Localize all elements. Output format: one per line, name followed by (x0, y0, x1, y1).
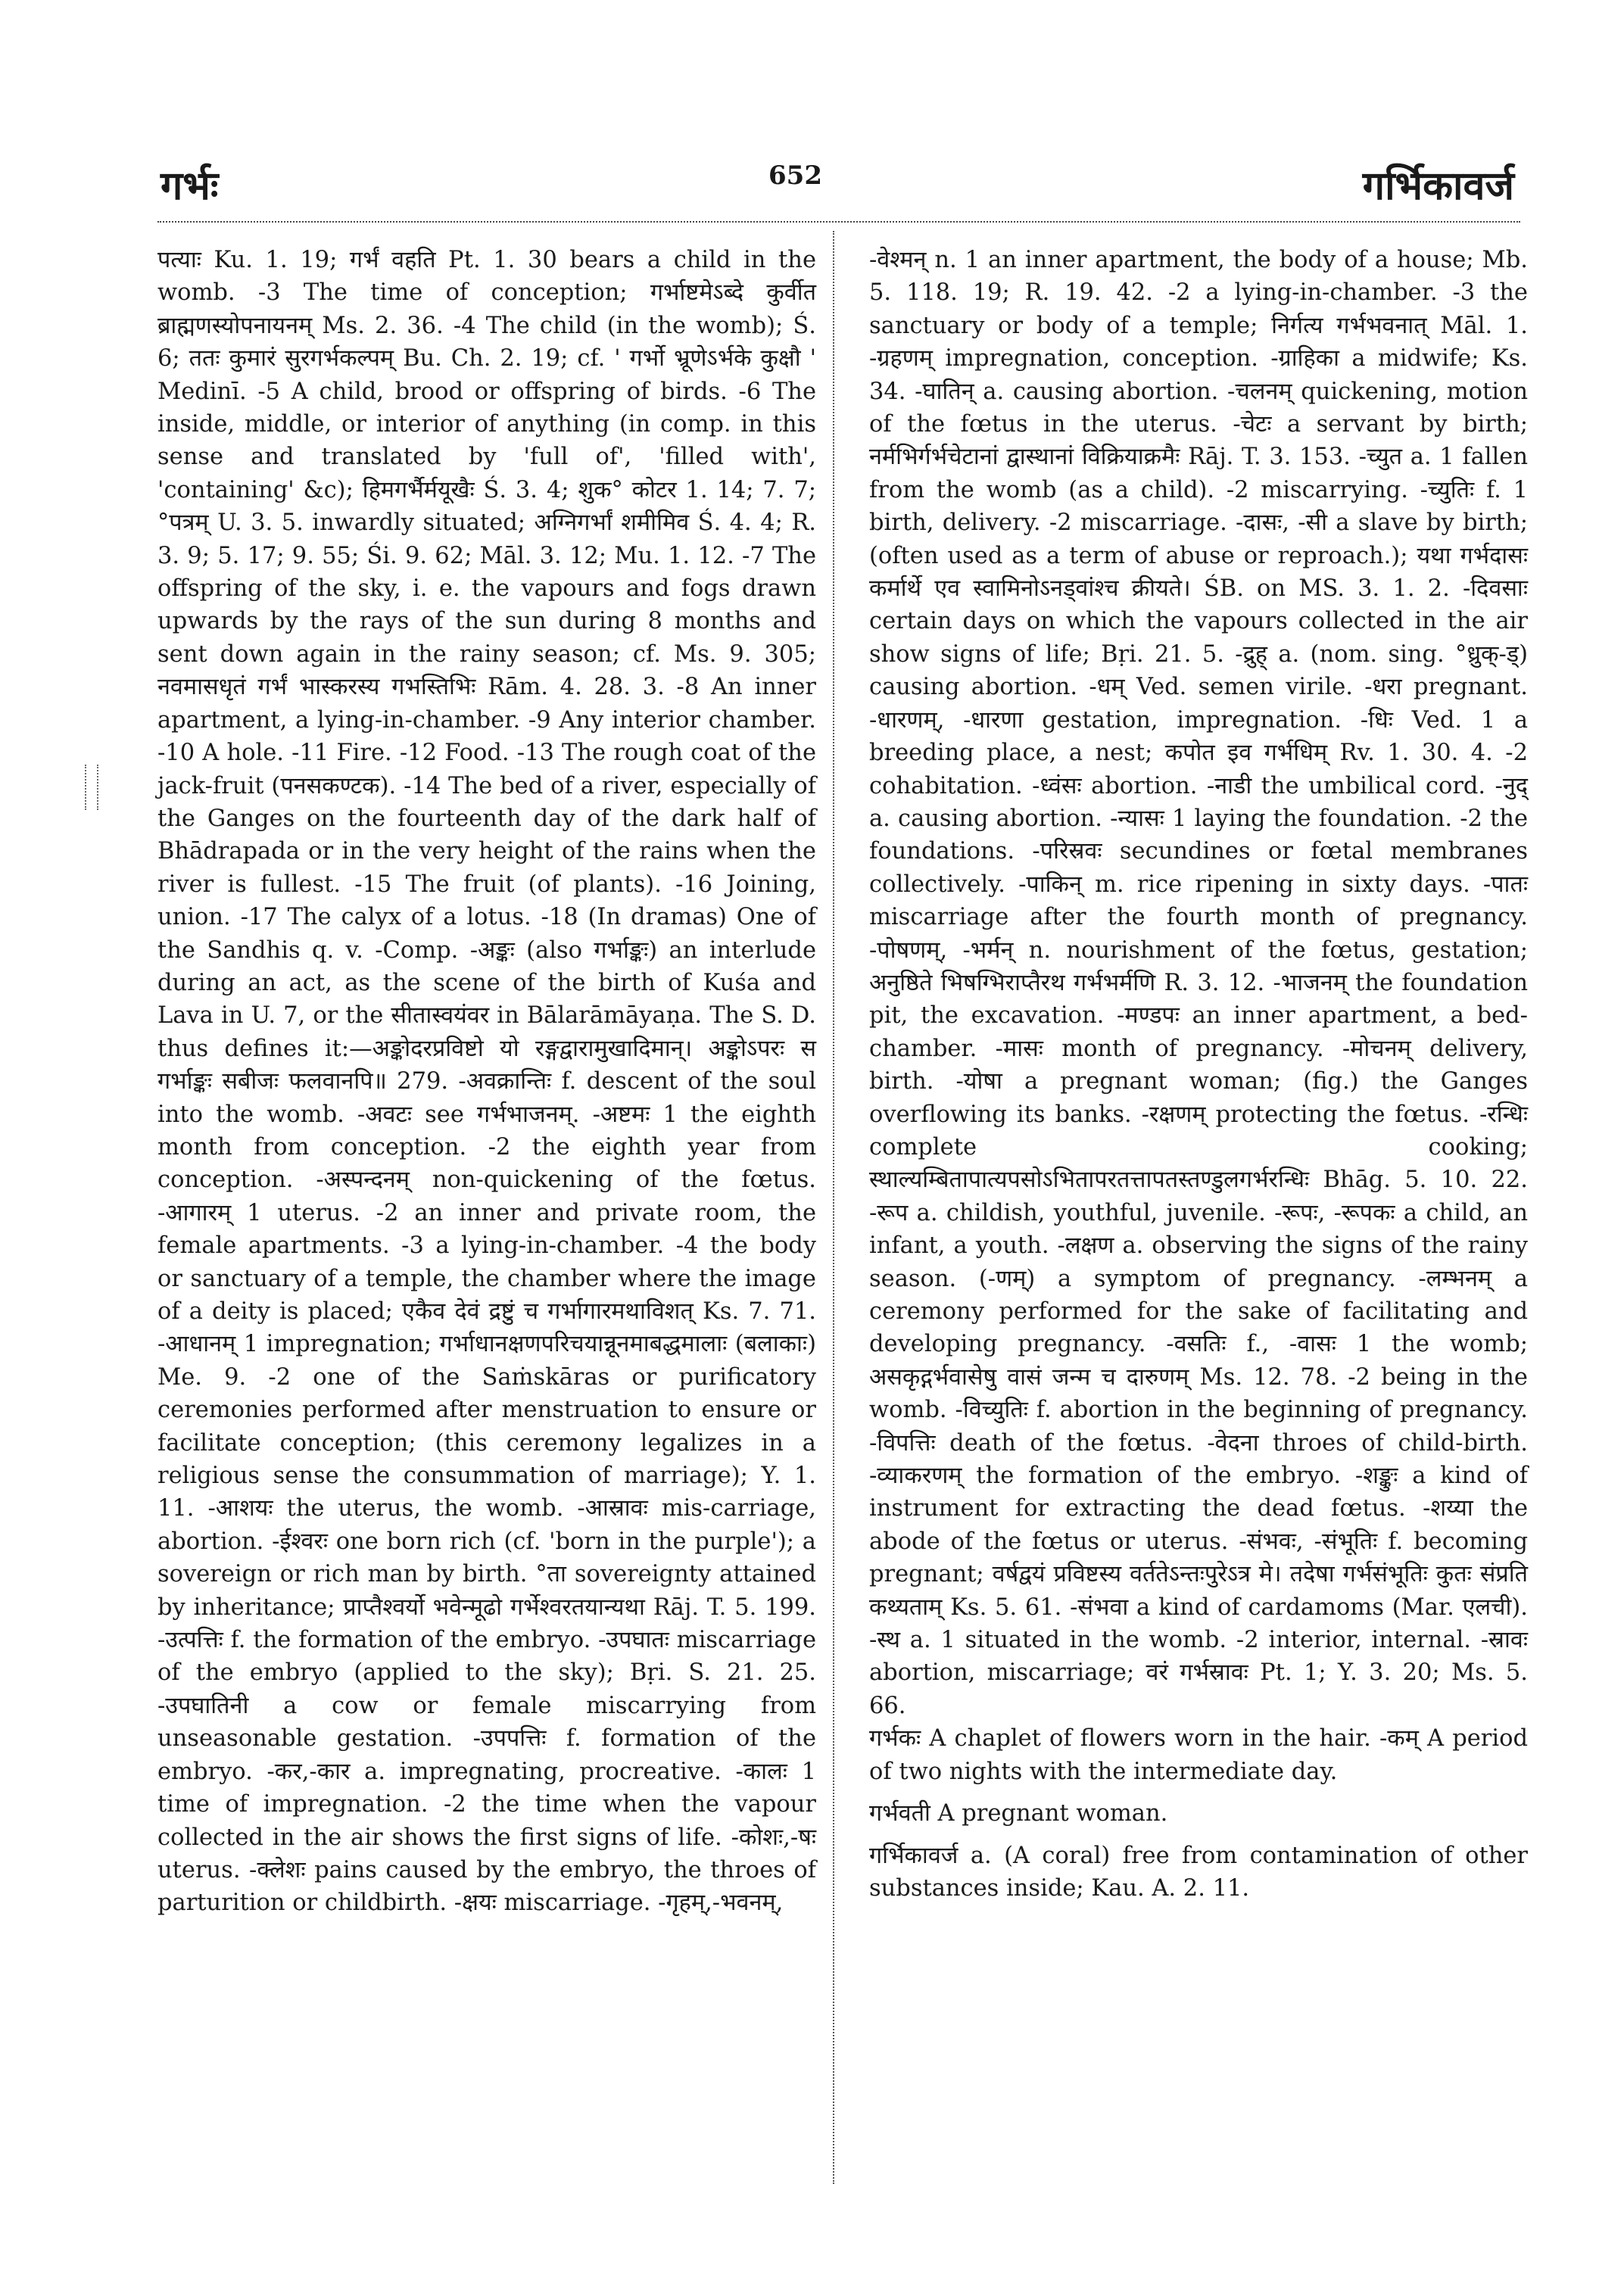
left-column-text: पत्याः Ku. 1. 19; गर्भं वहति Pt. 1. 30 bears a child in the womb. -3 The time of conception; गर्भाष्टमेऽब्दे कुर्वीत ब्राह्मणस्योपनायनम् Ms. 2. 36. -4 The child (in the womb); Ś. 6; ततः कुमारं सुरगर्भकल्पम् Bu. Ch. 2. 19; cf. ' गर्भो भ्रूणेऽर्भके कुक्षौ ' Medinī. -5 A child, brood or offspring of birds. -6 The inside, middle, or interior of anything (in comp. in this sense and translated by 'full of', 'filled with', 'containing' &c); हिमगर्भैर्मयूखैः Ś. 3. 4; शुक° कोटर 1. 14; 7. 7; °पत्रम् U. 3. 5. inwardly situated; अग्निगर्भां शमीमिव Ś. 4. 4; R. 3. 9; 5. 17; 9. 55; Śi. 9. 62; Māl. 3. 12; Mu. 1. 12. -7 The offspring of the sky, i. e. the vapours and fogs drawn upwards by the rays of the sun during 8 months and sent down again in the rainy season; cf. Ms. 9. 305; नवमासधृतं गर्भं भास्करस्य गभस्तिभिः Rām. 4. 28. 3. -8 An inner apartment, a lying-in-chamber. -9 Any interior chamber. -10 A hole. -11 Fire. -12 Food. -13 The rough coat of the jack-fruit (पनसकण्टक). -14 The bed of a river, especially of the Ganges on the fourteenth day of the dark half of Bhādrapada or in the very height of the rains when the river is fullest. -15 The fruit (of plants). -16 Joining, union. -17 The calyx of a lotus. -18 (In dramas) One of the Sandhis q. v. -Comp. -अङ्कः (also गर्भाङ्कः) an interlude during an act, as the scene of the birth of Kuśa and Lava in U. 7, or the सीतास्वयंवर in Bālarāmāyaṇa. The S. D. thus defines it:—अङ्कोदरप्रविष्टो यो रङ्गद्वारामुखादिमान्। अङ्कोऽपरः स गर्भाङ्कः सबीजः फलवानपि॥ 279. -अवक्रान्तिः f. descent of the soul into the womb. -अवटः see गर्भभाजनम्. -अष्टमः 1 the eighth month from conception. -2 the eighth year from conception. -अस्पन्दनम् non-quickening of the fœtus. -आगारम् 1 uterus. -2 an inner and private room, the female apartments. -3 a lying-in-chamber. -4 the body or sanctuary of a temple, the chamber where the image of a deity is placed; एकैव देवं द्रष्टुं च गर्भागारमथाविशत् Ks. 7. 71. -आधानम् 1 impregnation; गर्भाधानक्षणपरिचयान्नूनमाबद्धमालाः (बलाकाः) Me. 9. -2 one of the Saṁskāras or purificatory ceremonies performed after menstruation to ensure or facilitate conception; (this ceremony legalizes in a religious sense the consummation of marriage); Y. 1. 11. -आशयः the uterus, the womb. -आस्रावः mis-carriage, abortion. -ईश्वरः one born rich (cf. 'born in the purple'); a sovereign or rich man by birth. °ता sovereignty attained by inheritance; प्राप्तैश्वर्यो भवेन्मूढो गर्भेश्वरतयान्यथा Rāj. T. 5. 199. -उत्पत्तिः f. the formation of the embryo. -उपघातः miscarriage of the embryo (applied to the sky); Bṛi. S. 21. 25. -उपघातिनी a cow or female miscarrying from unseasonable gestation. -उपपत्तिः f. formation of the embryo. -कर,-कार a. impregnating, procreative. -कालः 1 time of impregnation. -2 the time when the vapour collected in the air shows the first signs of life. -कोशः,-षः uterus. -क्लेशः pains caused by the embryo, the throes of parturition or childbirth. -क्षयः miscarriage. -गृहम्,-भवनम्, (157, 247, 816, 1917)
header-rule (157, 221, 1520, 223)
left-column (157, 244, 816, 1920)
left-running-headword: गर्भः (161, 163, 219, 209)
right-running-headword: गर्भिकावर्ज (1362, 163, 1514, 209)
dictionary-entry: गर्भिकावर्ज a. (A coral) free from contamination of other substances inside; Kau. A. 2. 11. (869, 1842, 1528, 1902)
page-header (0, 0, 1624, 227)
column-divider (833, 231, 834, 2184)
dictionary-entry: गर्भवती A pregnant woman. (869, 1800, 1168, 1827)
margin-mark (85, 765, 98, 810)
page-number: 652 (768, 160, 822, 191)
right-column (869, 244, 1528, 1905)
right-column-text: -वेश्मन् n. 1 an inner apartment, the body of a house; Mb. 5. 118. 19; R. 19. 42. -2 a lying-in-chamber. -3 the sanctuary or body of a temple; निर्गत्य गर्भभवनात् Māl. 1. -ग्रहणम् impregnation, conception. -ग्राहिका a midwife; Ks. 34. -घातिन् a. causing abortion. -चलनम् quickening, motion of the fœtus in the uterus. -चेटः a servant by birth; नर्मभिर्गर्भचेटानां द्वास्थानां विक्रियाक्रमैः Rāj. T. 3. 153. -च्युत a. 1 fallen from the womb (as a child). -2 miscarrying. -च्युतिः f. 1 birth, delivery. -2 miscarriage. -दासः, -सी a slave by birth; (often used as a term of abuse or reproach.); यथा गर्भदासः कर्मार्थे एव स्वामिनोऽनड्वांश्च क्रीयते। ŚB. on MS. 3. 1. 2. -दिवसाः certain days on which the vapours collected in the air show signs of life; Bṛi. 21. 5. -द्रुह् a. (nom. sing. °ध्रुक्-ड्) causing abortion. -धम् Ved. semen virile. -धरा pregnant. -धारणम्, -धारणा gestation, impregnation. -धिः Ved. 1 a breeding place, a nest; कपोत इव गर्भधिम् Rv. 1. 30. 4. -2 cohabitation. -ध्वंसः abortion. -नाडी the umbilical cord. -नुद् a. causing abortion. -न्यासः 1 laying the foundation. -2 the foundations. -परिस्रवः secundines or fœtal membranes collectively. -पाकिन् m. rice ripening in sixty days. -पातः miscarriage after the fourth month of pregnancy. -पोषणम्, -भर्मन् n. nourishment of the fœtus, gestation; अनुष्ठिते भिषग्भिराप्तैरथ गर्भभर्मणि R. 3. 12. -भाजनम् the foundation pit, the excavation. -मण्डपः an inner apartment, a bed-chamber. -मासः month of pregnancy. -मोचनम् delivery, birth. -योषा a pregnant woman; (fig.) the Ganges overflowing its banks. -रक्षणम् protecting the fœtus. -रन्धिः complete cooking; स्थाल्यम्बितापात्यपसोऽभितापरतत्तापतस्तण्डुलगर्भरन्धिः Bhāg. 5. 10. 22. -रूप a. childish, youthful, juvenile. -रूपः, -रूपकः a child, an infant, a youth. -लक्षण a. observing the signs of the rainy season. (-णम्) a symptom of pregnancy. -लम्भनम् a ceremony performed for the sake of facilitating and developing pregnancy. -वसतिः f., -वासः 1 the womb; असकृद्गर्भवासेषु वासं जन्म च दारुणम् Ms. 12. 78. -2 being in the womb. -विच्युतिः f. abortion in the beginning of pregnancy. -विपत्तिः death of the fœtus. -वेदना throes of child-birth. -व्याकरणम् the formation of the embryo. -शङ्कुः a kind of instrument for extracting the dead fœtus. -शय्या the abode of the fœtus or uterus. -संभवः, -संभूतिः f. becoming pregnant; वर्षद्वयं प्रविष्टस्य वर्ततेऽन्तःपुरेऽत्र मे। तदेषा गर्भसंभूतिः कुतः संप्रति कथ्यताम् Ks. 5. 61. -संभवा a kind of cardamoms (Mar. एलची). -स्थ a. 1 situated in the womb. -2 interior, internal. -स्रावः abortion, miscarriage; वरं गर्भस्रावः Pt. 1; Y. 3. 20; Ms. 5. 66. (869, 247, 1528, 1719)
dictionary-entry: गर्भकः A chaplet of flowers worn in the hair. -कम् A period of two nights with the intermediate day. (869, 1725, 1528, 1785)
